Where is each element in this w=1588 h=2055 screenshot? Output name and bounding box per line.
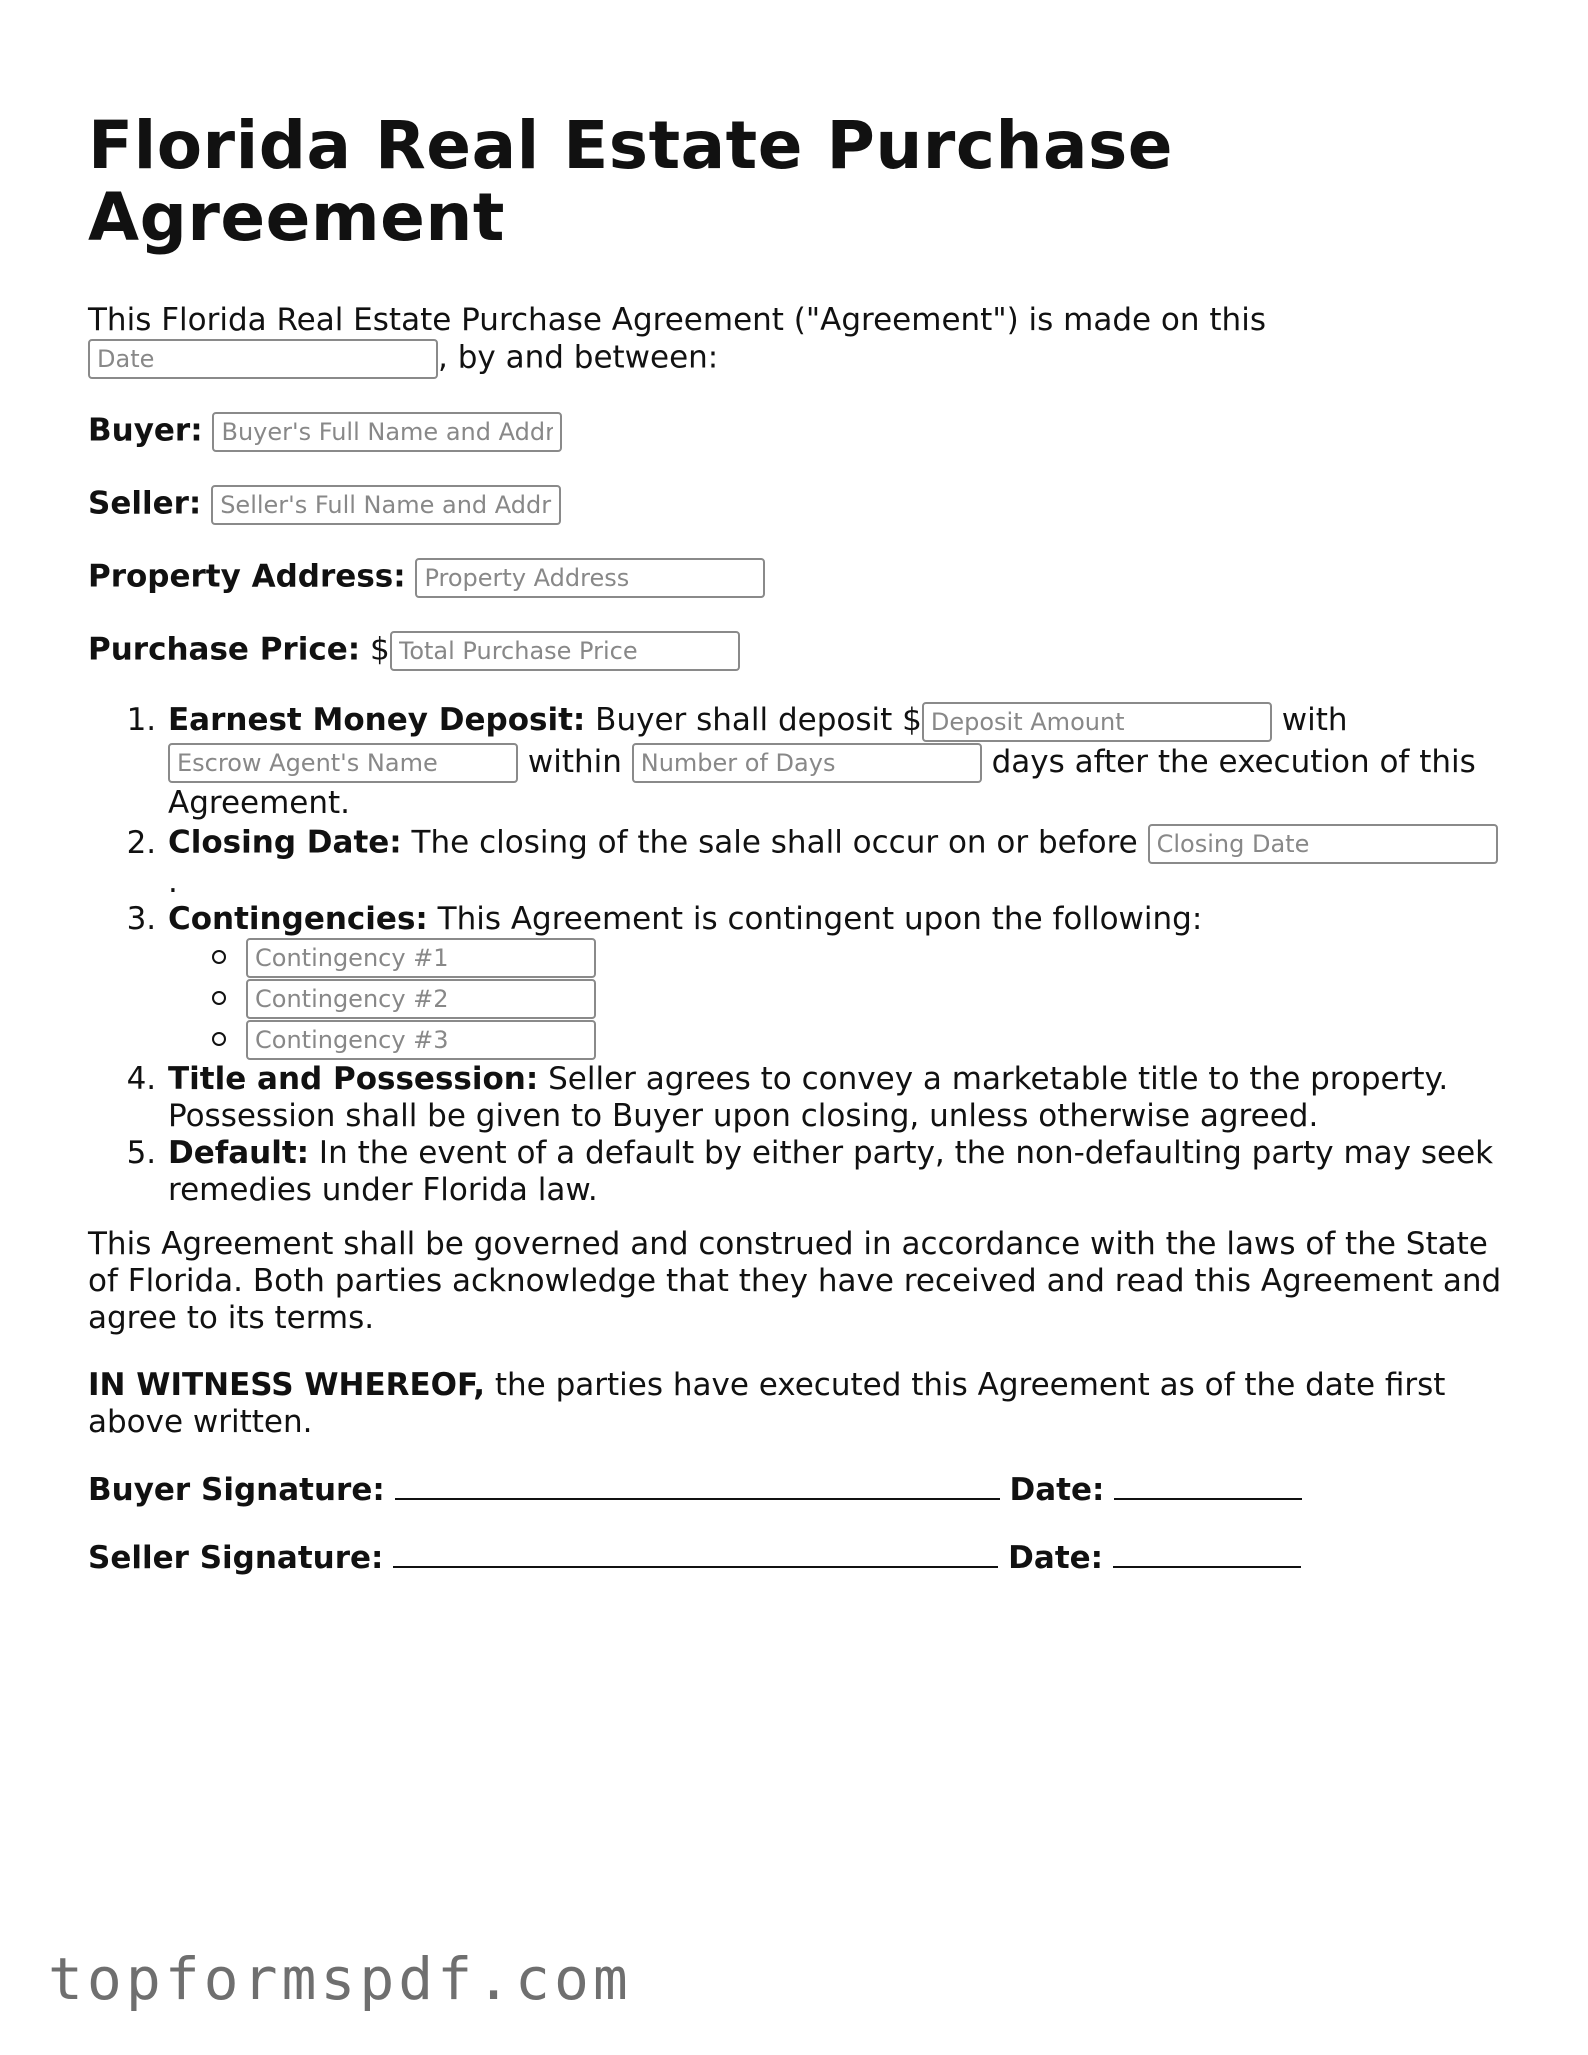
deposit-label: Earnest Money Deposit: <box>168 702 586 738</box>
default-item <box>166 1135 1586 1209</box>
purchase-price-field[interactable] <box>390 631 740 671</box>
deposit-item <box>166 700 1586 824</box>
contingencies-item <box>166 901 1586 1061</box>
escrow-agent-field[interactable] <box>168 743 518 783</box>
contingencies-text: This Agreement is contingent upon the following: <box>427 901 1203 937</box>
list-item <box>246 1020 1586 1061</box>
seller-date-line[interactable] <box>1113 1538 1301 1568</box>
governing-law-paragraph: This Agreement shall be governed and construed in accordance with the laws of the State of Florida. Both parties acknowledge that they have received and read this Agreement and agree to its terms. <box>88 1226 1502 1336</box>
title-possession-text: Seller agrees to convey a marketable title to the property. Possession shall be given to Buyer upon closing, unless otherwise agreed. <box>168 1061 1449 1134</box>
contingencies-label: Contingencies: <box>168 901 428 937</box>
buyer-date-line[interactable] <box>1114 1470 1302 1500</box>
number-of-days-field[interactable] <box>632 743 982 783</box>
deposit-days-text: days after the execution of this Agreement. <box>168 743 1476 821</box>
intro-text: This Florida Real Estate Purchase Agreement ("Agreement") is made on this <box>88 302 1266 338</box>
closing-text: The closing of the sale shall occur on or before <box>401 824 1148 861</box>
list-item <box>246 979 1586 1020</box>
seller-name-field[interactable] <box>211 485 561 525</box>
seller-date-label: Date: <box>1008 1540 1104 1576</box>
price-currency: $ <box>370 631 390 668</box>
deposit-text: Buyer shall deposit $ <box>585 702 922 738</box>
closing-period: . <box>168 864 178 900</box>
deposit-with-text: with <box>1271 702 1348 738</box>
title-possession-item <box>166 1061 1586 1135</box>
watermark: topformspdf.com <box>48 1945 632 2013</box>
closing-date-item <box>166 824 1586 901</box>
price-label: Purchase Price: <box>88 631 361 668</box>
buyer-signature-row <box>88 1470 1302 1509</box>
list-item <box>246 938 1586 979</box>
contingency-list <box>168 938 1586 1061</box>
witness-paragraph <box>88 1367 1508 1441</box>
seller-label: Seller: <box>88 485 202 522</box>
buyer-row <box>88 412 562 452</box>
default-text: In the event of a default by either party, the non-defaulting party may seek remedies under Florida law. <box>168 1135 1494 1208</box>
price-row <box>88 631 740 671</box>
intro-text-after: , by and between: <box>438 339 719 376</box>
seller-signature-label: Seller Signature: <box>88 1540 384 1576</box>
contingency-3-field[interactable] <box>246 1020 596 1060</box>
property-row <box>88 558 765 598</box>
contingency-1-field[interactable] <box>246 938 596 978</box>
default-label: Default: <box>168 1135 310 1171</box>
closing-label: Closing Date: <box>168 824 402 861</box>
terms-list <box>88 700 1586 1209</box>
seller-signature-line[interactable] <box>393 1538 998 1568</box>
closing-date-field[interactable] <box>1148 824 1498 864</box>
agreement-date-field[interactable] <box>88 339 438 379</box>
buyer-signature-line[interactable] <box>395 1470 1000 1500</box>
property-address-field[interactable] <box>415 558 765 598</box>
property-label: Property Address: <box>88 558 406 595</box>
contingency-2-field[interactable] <box>246 979 596 1019</box>
seller-row <box>88 485 561 525</box>
intro-paragraph <box>88 302 1266 379</box>
deposit-amount-field[interactable] <box>922 702 1272 742</box>
page-title: Florida Real Estate Purchase Agreement <box>88 107 1174 256</box>
seller-signature-row <box>88 1538 1301 1577</box>
buyer-signature-label: Buyer Signature: <box>88 1472 385 1508</box>
buyer-label: Buyer: <box>88 412 203 449</box>
title-possession-label: Title and Possession: <box>168 1061 539 1097</box>
witness-bold: IN WITNESS WHEREOF, <box>88 1367 486 1403</box>
buyer-date-label: Date: <box>1009 1472 1105 1508</box>
witness-text: the parties have executed this Agreement as of the date first above written. <box>88 1367 1446 1440</box>
buyer-name-field[interactable] <box>212 412 562 452</box>
deposit-within-text: within <box>518 743 632 780</box>
